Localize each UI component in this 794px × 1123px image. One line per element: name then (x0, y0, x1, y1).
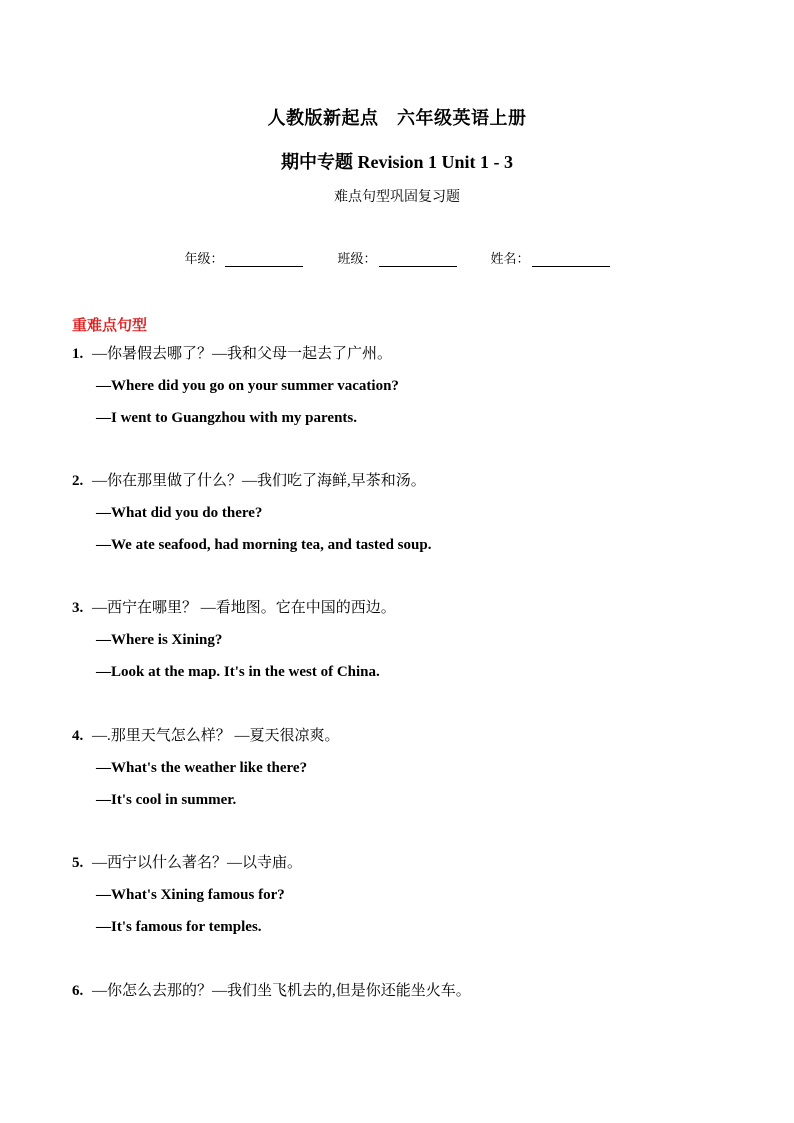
question-number: 4. (72, 728, 84, 744)
question-number: 6. (72, 983, 84, 999)
question-1-chinese (72, 344, 392, 364)
grade-field (184, 248, 303, 267)
class-blank[interactable] (379, 251, 457, 267)
question-1-english-1: —Where did you go on your summer vacation? (96, 378, 399, 394)
question-3-chinese (72, 598, 396, 618)
student-info (0, 248, 794, 267)
question-chinese: —西宁以什么著名？—以寺庙。 (92, 855, 303, 871)
page-subtitle: 期中专题 Revision 1 Unit 1 - 3 (280, 152, 513, 172)
grade-blank[interactable] (225, 251, 303, 267)
name-label: 姓名： (490, 251, 530, 266)
class-field (337, 248, 456, 267)
question-4-english-2: —It's cool in summer. (96, 792, 237, 808)
question-2-chinese (72, 471, 426, 491)
question-number: 3. (72, 600, 84, 616)
question-number: 2. (72, 473, 84, 489)
question-chinese: —你在那里做了什么？—我们吃了海鲜,早茶和汤。 (92, 473, 426, 489)
question-3-english-2: —Look at the map. It's in the west of China. (96, 664, 380, 680)
question-1-english-2: —I went to Guangzhou with my parents. (96, 410, 357, 426)
question-4-chinese (72, 726, 340, 746)
question-chinese: —你怎么去那的？—我们坐飞机去的,但是你还能坐火车。 (92, 983, 471, 999)
question-5-english-2: —It's famous for temples. (96, 919, 262, 935)
class-label: 班级： (337, 251, 377, 266)
grade-label: 年级： (184, 251, 224, 266)
name-field (491, 248, 610, 267)
question-chinese: —西宁在哪里？ —看地图。它在中国的西边。 (92, 600, 396, 616)
question-2-english-2: —We ate seafood, had morning tea, and tasted soup. (96, 537, 432, 553)
question-number: 5. (72, 855, 84, 871)
question-2-english-1: —What did you do there? (96, 505, 263, 521)
question-chinese: —.那里天气怎么样？ —夏天很凉爽。 (92, 728, 340, 744)
name-blank[interactable] (532, 251, 610, 267)
page-subtitle-2: 难点句型巩固复习题 (334, 190, 460, 205)
question-chinese: —你暑假去哪了？—我和父母一起去了广州。 (92, 346, 393, 362)
question-3-english-1: —Where is Xining? (96, 632, 223, 648)
page-title: 人教版新起点 六年级英语上册 (267, 108, 527, 128)
question-5-chinese (72, 853, 302, 873)
question-5-english-1: —What's Xining famous for? (96, 887, 285, 903)
question-number: 1. (72, 346, 84, 362)
section-title: 重难点句型 (72, 318, 148, 334)
question-4-english-1: —What's the weather like there? (96, 760, 308, 776)
question-6-chinese (72, 981, 471, 1001)
